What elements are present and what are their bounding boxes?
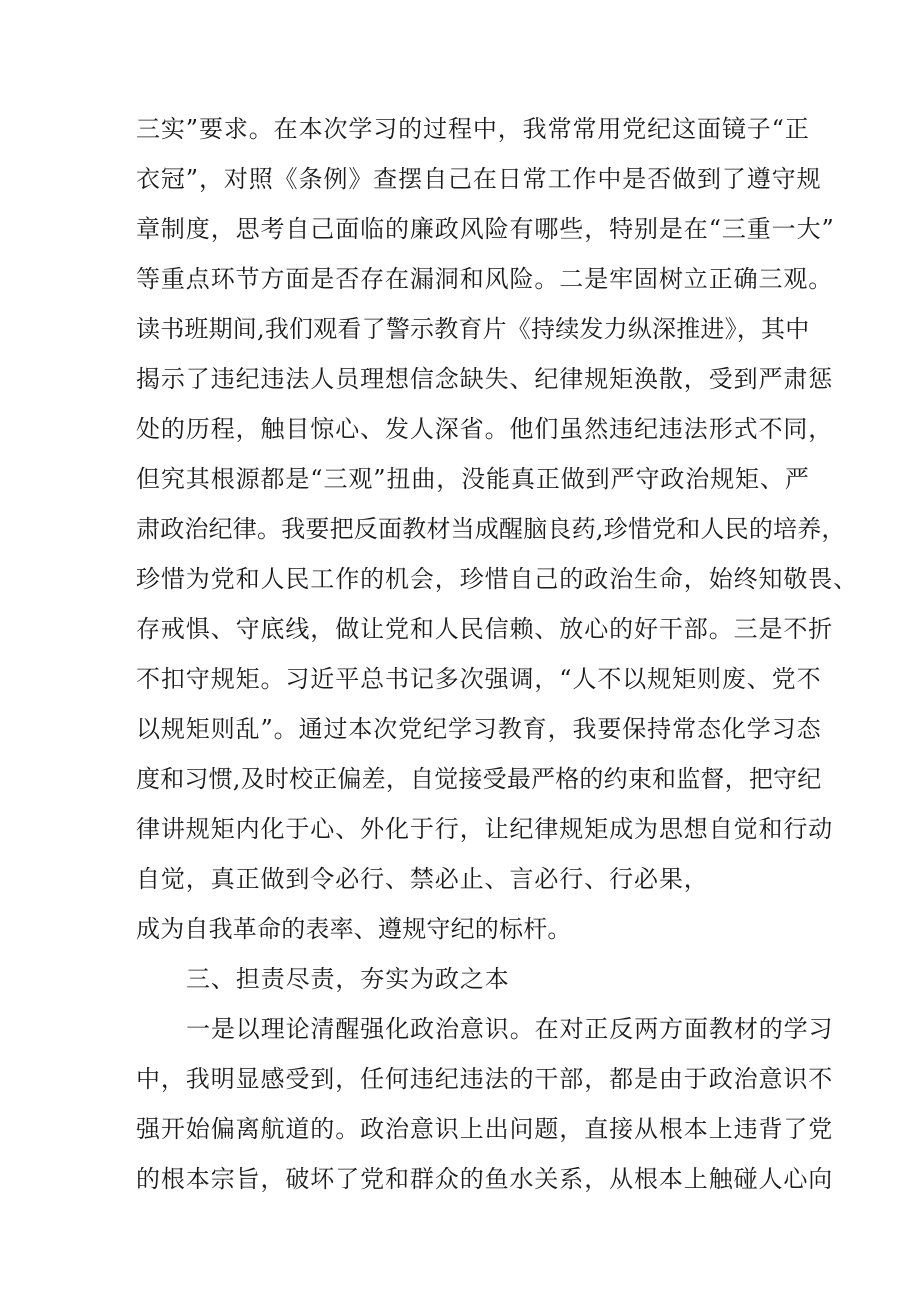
paragraph-line: 的根本宗旨，破坏了党和群众的鱼水关系，从根本上触碰人心向 bbox=[136, 1165, 834, 1193]
section-heading: 三、担责尽责，夯实为政之本 bbox=[186, 965, 510, 993]
paragraph-line: 度和习惯,及时校正偏差，自觉接受最严格的约束和监督，把守纪 bbox=[136, 765, 822, 793]
paragraph-line: 强开始偏离航道的。政治意识上出问题，直接从根本上违背了党 bbox=[136, 1115, 834, 1143]
paragraph-line: 三实”要求。在本次学习的过程中，我常常用党纪这面镜子“正 bbox=[136, 115, 810, 143]
paragraph-line: 自觉，真正做到令必行、禁必止、言必行、行必果， bbox=[136, 865, 709, 893]
paragraph-line: 但究其根源都是“三观”扭曲，没能真正做到严守政治规矩、严 bbox=[136, 465, 810, 493]
paragraph-line: 揭示了违纪违法人员理想信念缺失、纪律规矩涣散，受到严肃惩 bbox=[136, 365, 834, 393]
paragraph-line: 一是以理论清醒强化政治意识。在对正反两方面教材的学习 bbox=[186, 1015, 834, 1043]
paragraph-line: 存戒惧、守底线，做让党和人民信赖、放心的好干部。三是不折 bbox=[136, 615, 834, 643]
paragraph-line: 肃政治纪律。我要把反面教材当成醒脑良药,珍惜党和人民的培养， bbox=[136, 515, 846, 543]
paragraph-line: 律讲规矩内化于心、外化于行，让纪律规矩成为思想自觉和行动 bbox=[136, 815, 834, 843]
paragraph-line: 不扣守规矩。习近平总书记多次强调，“人不以规矩则废、党不 bbox=[136, 665, 822, 693]
paragraph-line: 等重点环节方面是否存在漏洞和风险。二是牢固树立正确三观。 bbox=[136, 265, 834, 293]
paragraph-line: 中，我明显感受到，任何违纪违法的干部，都是由于政治意识不 bbox=[136, 1065, 834, 1093]
paragraph-line: 珍惜为党和人民工作的机会，珍惜自己的政治生命，始终知敬畏、 bbox=[136, 565, 859, 593]
paragraph-line: 成为自我革命的表率、遵规守纪的标杆。 bbox=[136, 915, 572, 943]
paragraph-line: 章制度，思考自己面临的廉政风险有哪些，特别是在“三重一大” bbox=[136, 215, 835, 243]
paragraph-line: 读书班期间,我们观看了警示教育片《持续发力纵深推进》，其中 bbox=[136, 315, 810, 343]
paragraph-line: 处的历程，触目惊心、发人深省。他们虽然违纪违法形式不同， bbox=[136, 415, 834, 443]
paragraph-line: 以规矩则乱”。通过本次党纪学习教育，我要保持常态化学习态 bbox=[136, 715, 822, 743]
paragraph-line: 衣冠”，对照《条例》查摆自己在日常工作中是否做到了遵守规 bbox=[136, 165, 822, 193]
